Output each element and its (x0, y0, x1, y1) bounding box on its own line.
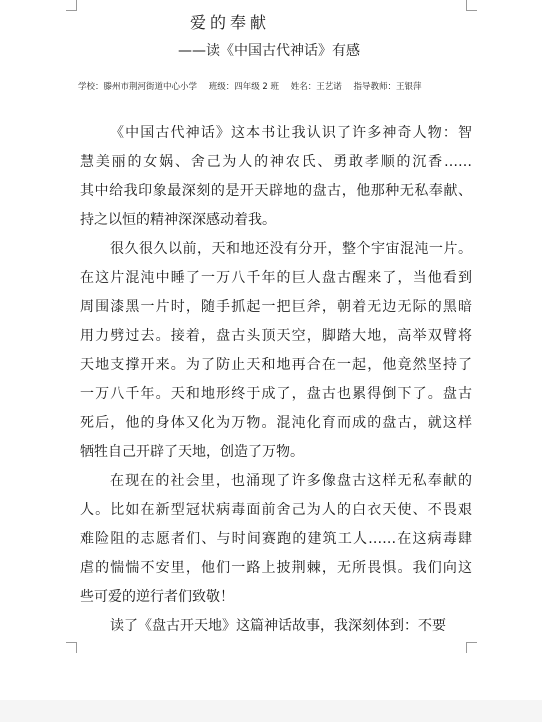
crop-mark-bottom-left (66, 642, 77, 653)
crop-mark-bottom-right (466, 642, 477, 653)
crop-mark-top-left (66, 0, 77, 11)
body-line: 在现在的社会里，也涌现了许多像盘古这样无私奉献的 (110, 473, 472, 489)
author-info (78, 80, 421, 92)
crop-mark-top-right (466, 0, 477, 11)
body-line: 在这片混沌中睡了一万八千年的巨人盘古醒来了，当他看到 (80, 270, 472, 286)
teacher-field: 指导教师：王银萍 (353, 82, 422, 92)
body-line: 慧美丽的女娲、舍己为人的神农氏、勇敢孝顺的沉香…… (80, 154, 472, 170)
body-line: 难险阻的志愿者们、与时间赛跑的建筑工人……在这病毒肆 (80, 531, 472, 547)
body-line: 《中国古代神话》这本书让我认识了许多神奇人物：智 (110, 125, 472, 141)
class-field: 班级：四年级 2 班 (208, 82, 280, 92)
body-line: 持之以恒的精神深深感动着我。 (80, 212, 276, 228)
body-line: 些可爱的逆行者们致敬！ (80, 589, 234, 605)
page-bottom-strip (0, 700, 542, 722)
name-field: 姓名：王艺诺 (290, 82, 342, 92)
school-field: 学校：滕州市荆河街道中心小学 (78, 82, 198, 92)
body-line: 读了《盘古开天地》这篇神话故事，我深刻体到：不要 (110, 618, 446, 634)
body-line: 很久很久以前，天和地还没有分开，整个宇宙混沌一片。 (110, 241, 472, 257)
body-line: 用力劈过去。接着，盘古头顶天空，脚踏大地，高举双臂将 (80, 328, 472, 344)
body-line: 其中给我印象最深刻的是开天辟地的盘古，他那种无私奉献、 (80, 183, 472, 199)
body-line: 人。比如在新型冠状病毒面前舍己为人的白衣天使、不畏艰 (80, 502, 472, 518)
body-line: 虐的惴惴不安里，他们一路上披荆棘，无所畏惧。我们向这 (80, 560, 472, 576)
essay-body (80, 119, 472, 641)
body-line: 周围漆黑一片时，随手抓起一把巨斧，朝着无边无际的黑暗 (80, 299, 472, 315)
essay-subtitle: ——读《中国古代神话》有感 (178, 43, 360, 59)
body-line: 天地支撑开来。为了防止天和地再合在一起，他竟然坚持了 (80, 357, 472, 373)
body-line: 死后，他的身体又化为万物。混沌化育而成的盘古，就这样 (80, 415, 472, 431)
essay-title: 爱的奉献 (190, 13, 271, 32)
body-line: 牺牲自己开辟了天地，创造了万物。 (80, 444, 304, 460)
body-line: 一万八千年。天和地形终于成了，盘古也累得倒下了。盘古 (80, 386, 472, 402)
